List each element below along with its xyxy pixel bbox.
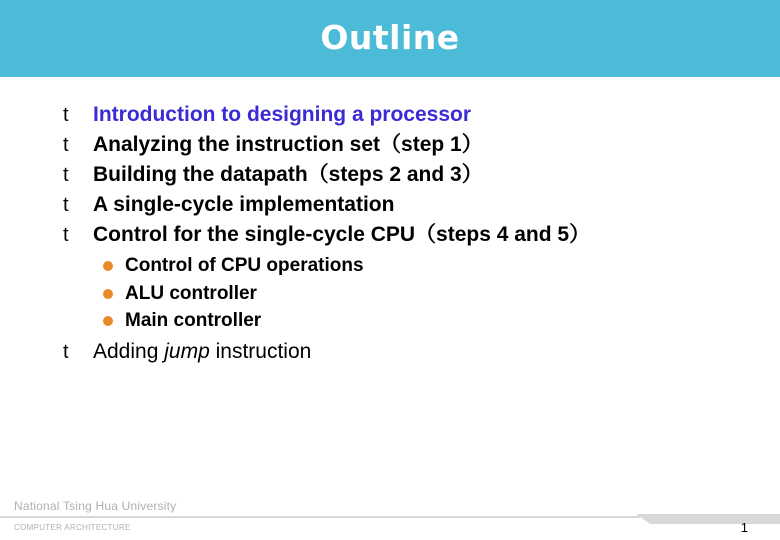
- jump-prefix: Adding: [93, 339, 165, 363]
- sub-list: [103, 252, 763, 335]
- outline-item-label: A single-cycle implementation: [93, 193, 395, 216]
- outline-item-label: Control for the single-cycle CPU（steps 4 and 5）: [93, 223, 591, 246]
- bullet-icon: t: [63, 224, 69, 246]
- outline-item-label: Introduction to designing a processor: [93, 103, 472, 126]
- sub-item: [103, 307, 763, 335]
- outline-item: [63, 190, 763, 220]
- bullet-icon: t: [63, 164, 69, 186]
- outline-item: [63, 160, 763, 190]
- bullet-icon: t: [63, 194, 69, 216]
- jump-suffix: instruction: [209, 339, 312, 363]
- slide-title: Outline: [320, 18, 460, 57]
- outline-item: [63, 100, 763, 130]
- outline-item-label: Building the datapath（steps 2 and 3）: [93, 163, 483, 186]
- dot-bullet-icon: [103, 316, 113, 326]
- footer-university: National Tsing Hua University: [14, 499, 177, 513]
- outline-item: [63, 130, 763, 160]
- outline-item-label: Analyzing the instruction set（step 1）: [93, 133, 483, 156]
- sub-item-label: Main controller: [125, 310, 262, 331]
- footer-slant-bar: [636, 514, 780, 524]
- footer-department: COMPUTER ARCHITECTURE: [14, 523, 131, 532]
- bullet-icon: t: [63, 134, 69, 156]
- bullet-icon: t: [63, 104, 69, 126]
- outline-list: [63, 100, 763, 367]
- sub-item-label: ALU controller: [125, 282, 257, 304]
- bullet-icon: t: [63, 340, 69, 363]
- dot-bullet-icon: [103, 261, 113, 271]
- outline-item: [63, 220, 763, 250]
- dot-bullet-icon: [103, 289, 113, 299]
- sub-item: [103, 252, 763, 280]
- jump-keyword: jump: [164, 339, 210, 363]
- footer-divider: [0, 516, 640, 518]
- sub-item: [103, 280, 763, 308]
- page-number: 1: [740, 520, 748, 535]
- outline-item-jump: [63, 337, 763, 367]
- sub-item-label: Control of CPU operations: [125, 255, 364, 276]
